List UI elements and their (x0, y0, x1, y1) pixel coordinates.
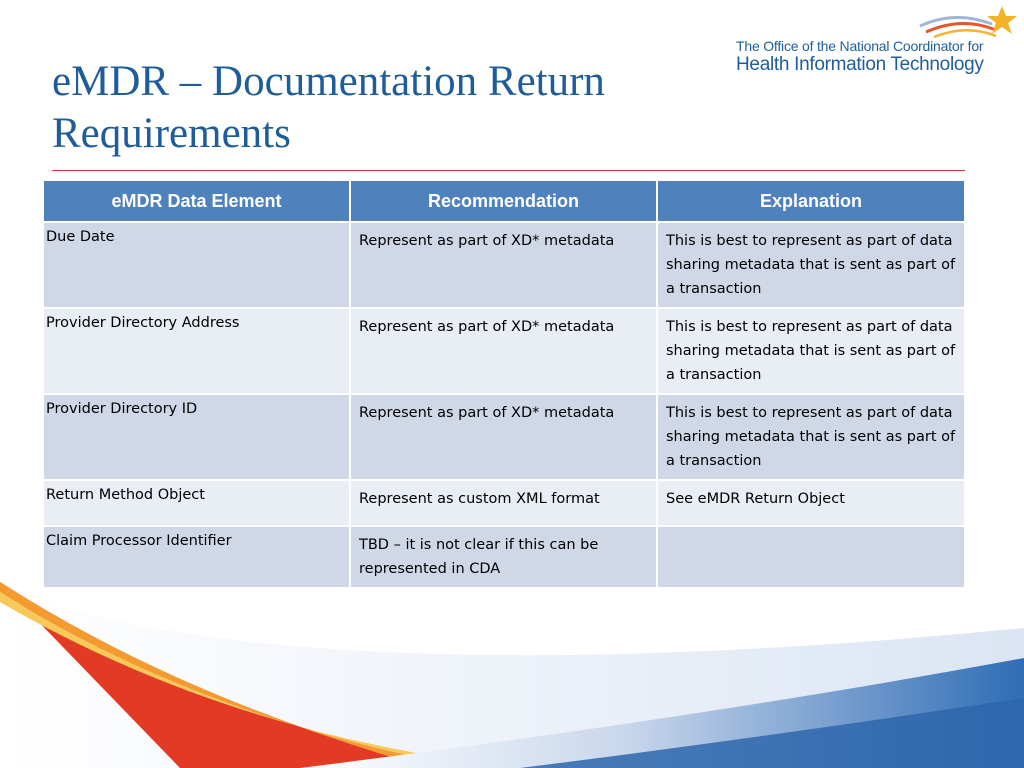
table-cell: Represent as part of XD* metadata (350, 222, 657, 308)
table-row (43, 480, 965, 526)
table-cell: This is best to represent as part of data sharing metadata that is sent as part of a transaction (657, 222, 965, 308)
table-cell: Provider Directory Address (43, 308, 350, 394)
column-header: Explanation (657, 180, 965, 222)
table-cell: Provider Directory ID (43, 394, 350, 480)
table-cell: TBD – it is not clear if this can be represented in CDA (350, 526, 657, 588)
table-row (43, 394, 965, 480)
table-cell: This is best to represent as part of data sharing metadata that is sent as part of a transaction (657, 308, 965, 394)
column-header: Recommendation (350, 180, 657, 222)
logo-line-office: The Office of the National Coordinator for (736, 38, 984, 54)
table-cell: Due Date (43, 222, 350, 308)
table-cell: Represent as custom XML format (350, 480, 657, 526)
table-row (43, 308, 965, 394)
table-cell: See eMDR Return Object (657, 480, 965, 526)
title-divider (52, 170, 965, 171)
table-cell: Represent as part of XD* metadata (350, 394, 657, 480)
table-cell: Claim Processor Identifier (43, 526, 350, 588)
table-cell: Represent as part of XD* metadata (350, 308, 657, 394)
decorative-wave (0, 568, 1024, 768)
table-cell: Return Method Object (43, 480, 350, 526)
slide-title: eMDR – Documentation Return Requirements (52, 58, 605, 157)
table-row (43, 222, 965, 308)
requirements-table (42, 179, 966, 589)
onc-logo (730, 4, 1020, 84)
table-cell: This is best to represent as part of data sharing metadata that is sent as part of a transaction (657, 394, 965, 480)
table-header-row (43, 180, 965, 222)
logo-line-hit: Health Information Technology (736, 54, 984, 75)
column-header: eMDR Data Element (43, 180, 350, 222)
